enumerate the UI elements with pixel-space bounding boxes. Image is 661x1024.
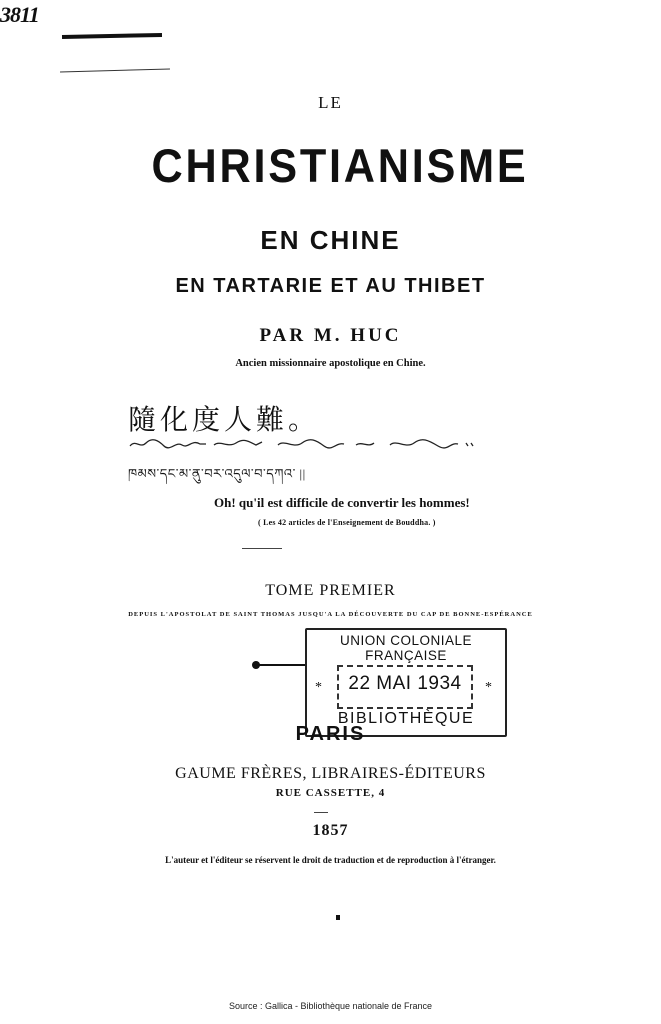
ornament-rule xyxy=(258,664,306,666)
stamp-date: 22 MAI 1934 xyxy=(348,673,462,694)
rights-notice: L'auteur et l'éditeur se réservent le droit de traduction et de reproduction à l'étranger. xyxy=(165,855,496,865)
shelfmark-rule xyxy=(60,69,170,73)
shelfmark-underline xyxy=(62,33,162,39)
publisher-address: RUE CASSETTE, 4 xyxy=(275,787,386,799)
author-role: Ancien missionnaire apostolique en Chine. xyxy=(235,358,426,369)
title-subtitle-1: EN CHINE xyxy=(260,225,401,255)
title-main: CHRISTIANISME xyxy=(151,139,529,192)
stamp-organization: UNION COLONIALE FRANÇAISE xyxy=(339,633,473,663)
printer-mark xyxy=(336,915,340,920)
epigraph-tibetan: ཁམས་དང་མ་ནུ་བར་འདུལ་བ་དཀའ་ || xyxy=(128,466,306,481)
shelfmark-number: 3811 xyxy=(0,2,39,27)
stamp-bibliotheque: BIBLIOTHÈQUE xyxy=(337,710,475,727)
stamp-date-box xyxy=(337,665,473,709)
section-divider xyxy=(242,548,282,549)
epigraph-chinese: 隨化度人難。 xyxy=(128,405,321,436)
epigraph-mongol-script xyxy=(128,437,478,451)
author-name: PAR M. HUC xyxy=(259,325,402,346)
publication-place: PARIS xyxy=(295,723,366,745)
year-rule xyxy=(314,812,328,813)
publication-year: 1857 xyxy=(312,822,349,839)
publisher-name: GAUME FRÈRES, LIBRAIRES-ÉDITEURS xyxy=(175,765,486,782)
stamp-star-right: * xyxy=(485,680,492,695)
source-credit: Source : Gallica - Bibliothèque nationale de France xyxy=(228,1001,433,1011)
volume-title: TOME PREMIER xyxy=(265,582,396,599)
title-article: LE xyxy=(318,93,343,112)
title-subtitle-2: EN TARTARIE ET AU THIBET xyxy=(175,275,486,297)
epigraph-source: ( Les 42 articles de l'Enseignement de Bouddha. ) xyxy=(258,518,436,527)
stamp-star-left: * xyxy=(315,680,322,695)
epigraph-french: Oh! qu'il est difficile de convertir les hommes! xyxy=(214,495,470,510)
library-stamp xyxy=(305,628,507,737)
volume-description: DEPUIS L'APOSTOLAT DE SAINT THOMAS JUSQU'A LA DÉCOUVERTE DU CAP DE BONNE-ESPÉRANCE xyxy=(128,611,533,618)
